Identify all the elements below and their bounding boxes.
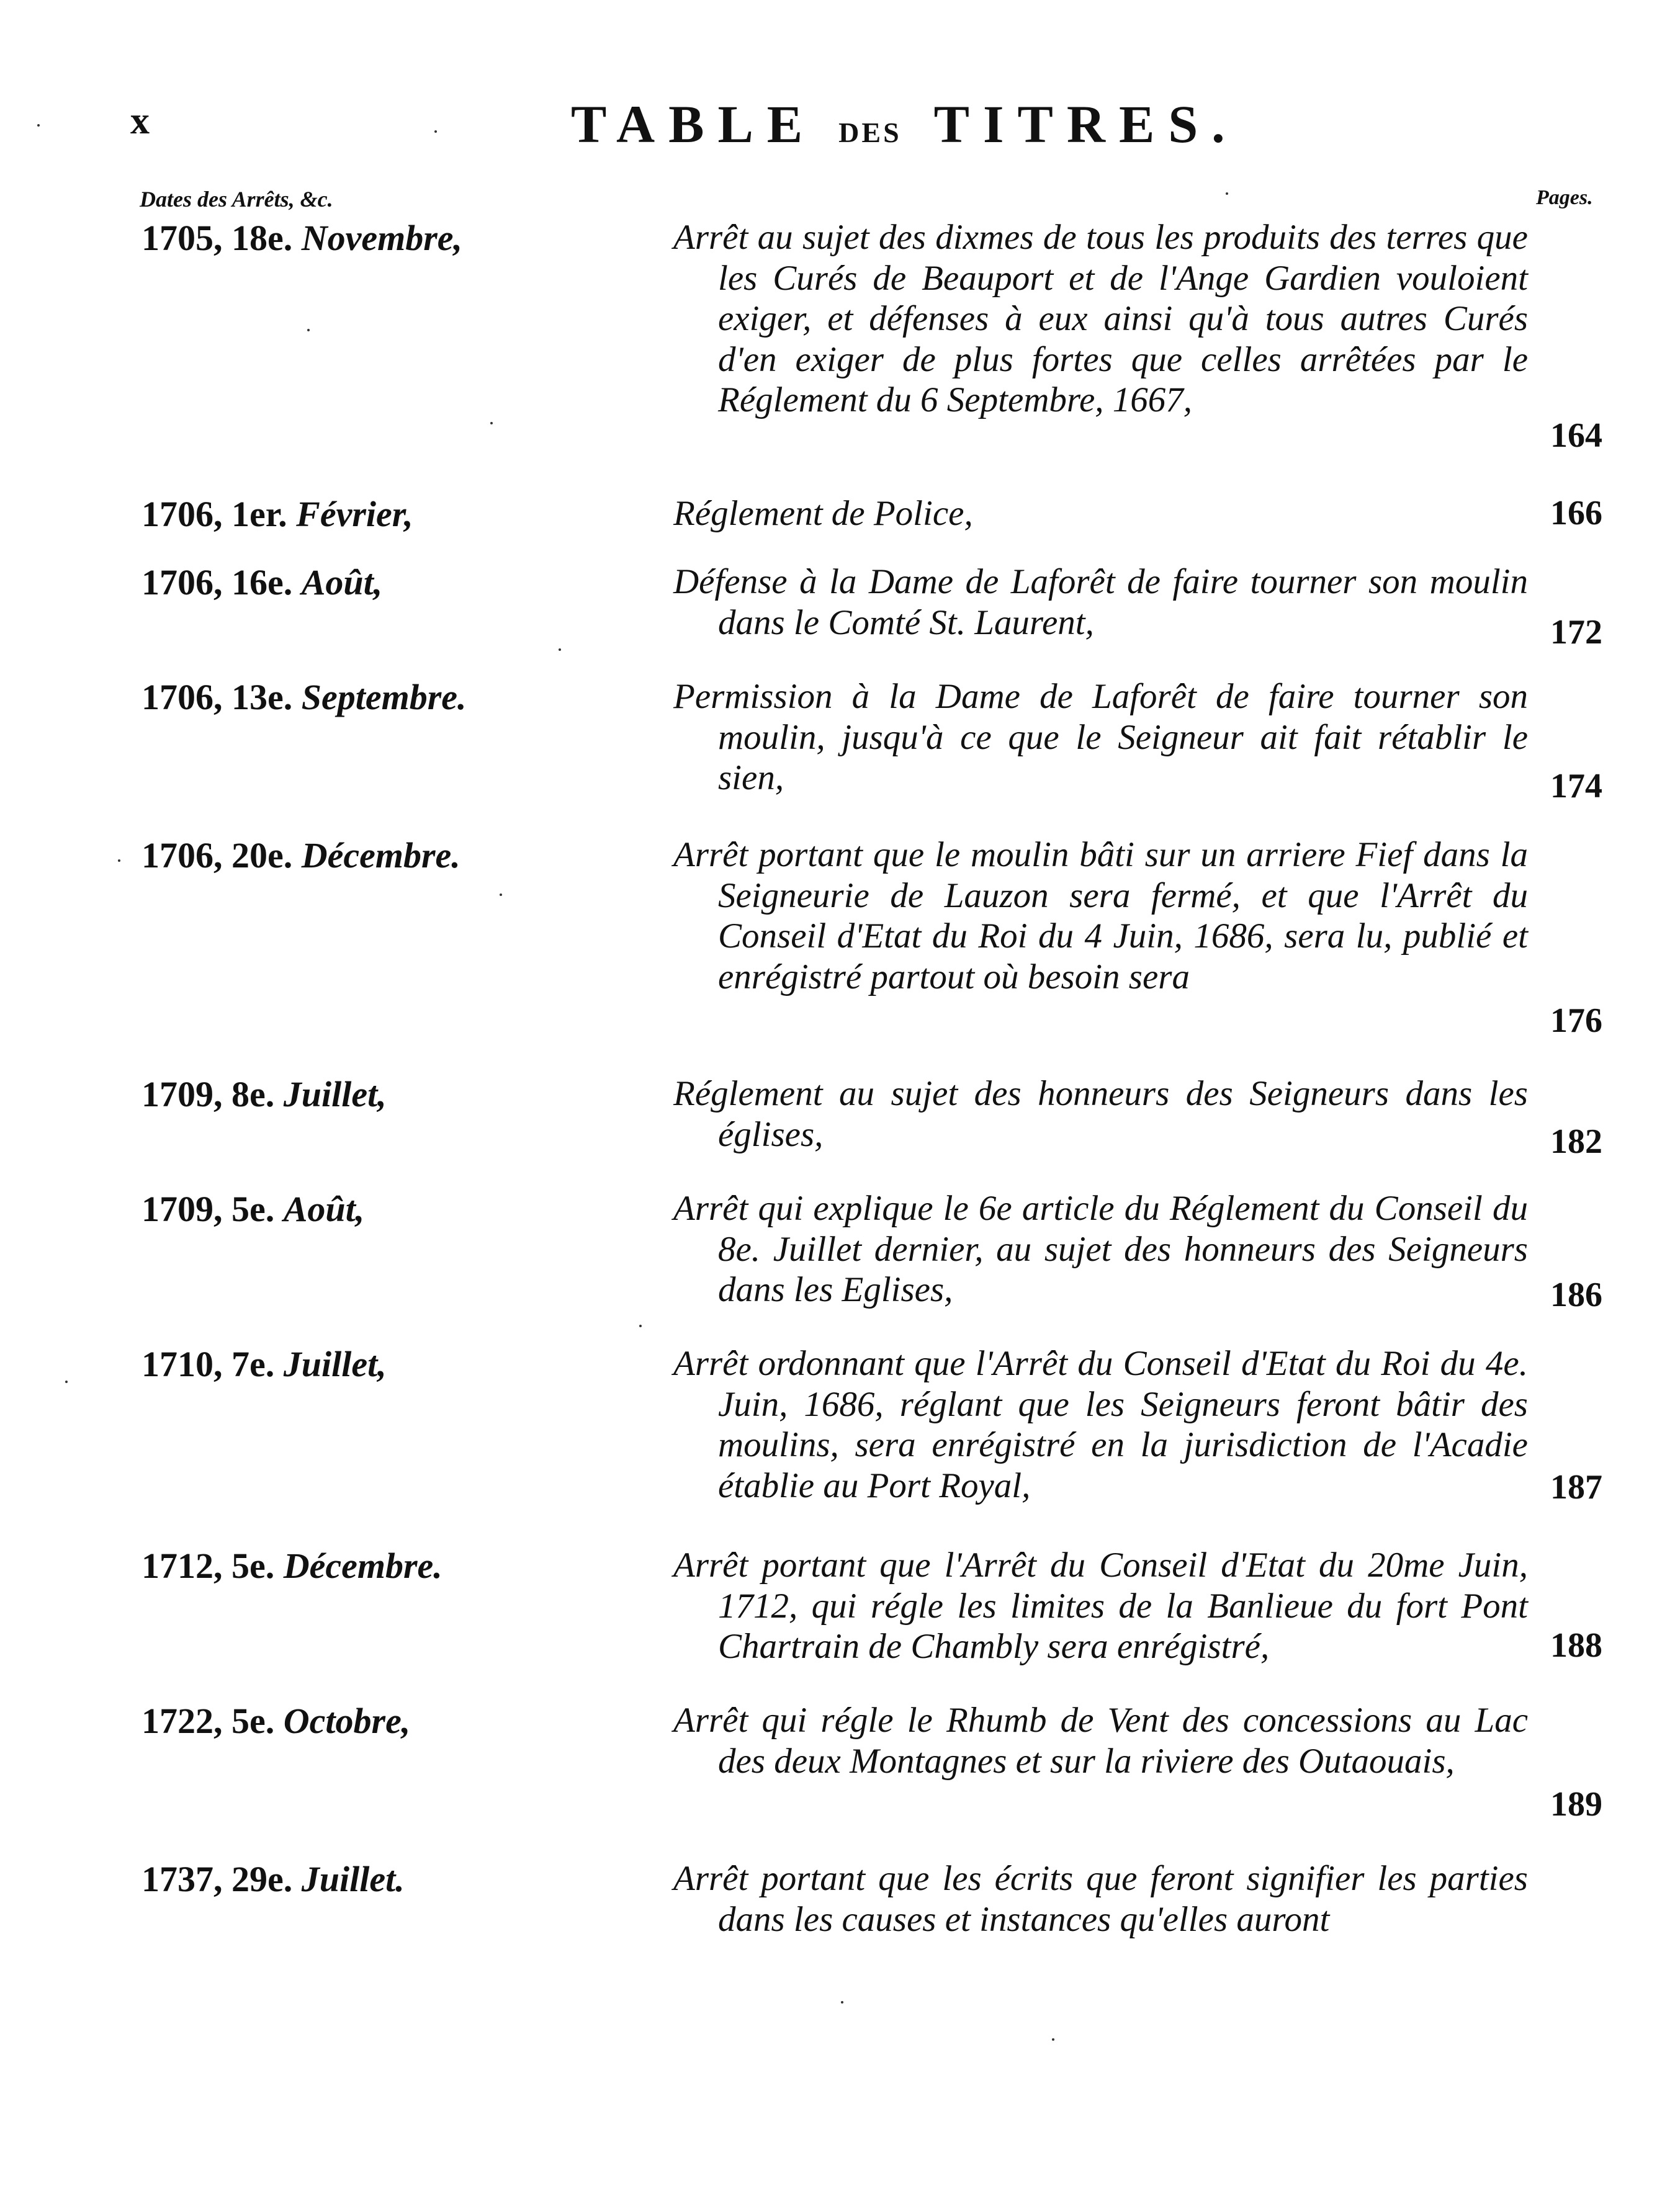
entry-date	[141, 1858, 405, 1900]
entry-day: 13e.	[231, 677, 293, 717]
entry-month: Août,	[301, 562, 383, 602]
running-head-table: TABLE	[571, 94, 817, 154]
entry-title: Arrêt qui explique le 6e article du Réglement du Conseil du 8e. Juillet dernier, au sujet des honneurs des Seigneurs dans les Eglises,	[673, 1189, 1528, 1309]
entry-year: 1706,	[141, 835, 223, 875]
entry-month: Juillet.	[301, 1859, 405, 1899]
entry-year: 1706,	[141, 677, 223, 717]
entry-date	[141, 1700, 410, 1742]
entry-page: 186	[1550, 1276, 1602, 1314]
entry-month: Novembre,	[301, 218, 463, 258]
entry-year: 1722,	[141, 1701, 223, 1741]
entry-page: 189	[1550, 1785, 1602, 1824]
scan-speck	[307, 329, 310, 331]
scan-speck	[500, 893, 502, 896]
entry-month: Septembre.	[301, 677, 467, 717]
entry-month: Juillet,	[283, 1074, 387, 1114]
entry-day: 5e.	[231, 1701, 275, 1741]
entry-title: Permission à la Dame de Laforêt de faire tourner son moulin, jusqu'à ce que le Seigneur ait fait rétablir le sien,	[673, 677, 1528, 797]
entry-date	[141, 562, 382, 603]
entry-month: Octobre,	[283, 1701, 411, 1741]
entry-day: 8e.	[231, 1074, 275, 1114]
entry-month: Février,	[296, 494, 413, 534]
running-head	[571, 93, 1239, 155]
entry-month: Décembre.	[283, 1546, 442, 1586]
entry-title: Arrêt au sujet des dixmes de tous les produits des terres que les Curés de Beauport et de l'Ange Gardien vouloient exiger, et défenses à eux ainsi qu'à tous autres Curés d'en exiger de plus fortes que celles arrêtées par le Réglement du 6 Septembre, 1667,	[673, 218, 1528, 419]
entry-title: Arrêt ordonnant que l'Arrêt du Conseil d'Etat du Roi du 4e. Juin, 1686, réglant que les Seigneurs feront bâtir des moulins, sera enrégistré en la jurisdiction de l'Acadie établie au Port Royal,	[673, 1344, 1528, 1505]
entry-year: 1712,	[141, 1546, 223, 1586]
entry-date	[141, 1188, 364, 1230]
running-head-des: DES	[838, 117, 902, 148]
entry-day: 5e.	[231, 1546, 275, 1586]
entry-day: 7e.	[231, 1344, 275, 1384]
entry-year: 1706,	[141, 562, 223, 602]
entry-page: 164	[1550, 416, 1602, 455]
scan-speck	[65, 1381, 68, 1383]
entry-title: Arrêt portant que l'Arrêt du Conseil d'Etat du 20me Juin, 1712, qui régle les limites de la Banlieue du fort Pont Chartrain de Chambly sera enrégistré,	[673, 1546, 1528, 1666]
entry-day: 29e.	[231, 1859, 293, 1899]
entry-title: Défense à la Dame de Laforêt de faire tourner son moulin dans le Comté St. Laurent,	[673, 562, 1528, 642]
entry-page: 174	[1550, 767, 1602, 805]
entry-title: Réglement au sujet des honneurs des Seigneurs dans les églises,	[673, 1074, 1528, 1154]
entry-date	[141, 676, 467, 718]
entry-date	[141, 835, 460, 876]
entry-year: 1705,	[141, 218, 223, 258]
entry-year: 1709,	[141, 1074, 223, 1114]
entry-year: 1737,	[141, 1859, 223, 1899]
scan-speck	[1052, 2038, 1054, 2041]
entry-month: Juillet,	[283, 1344, 387, 1384]
entry-month: Décembre.	[301, 835, 460, 875]
entry-month: Août,	[283, 1189, 365, 1229]
page-number: x	[130, 100, 150, 142]
scan-speck	[37, 124, 40, 127]
scan-speck	[639, 1325, 642, 1327]
scan-speck	[490, 422, 493, 424]
scan-speck	[1226, 192, 1228, 195]
scan-speck	[118, 859, 120, 862]
pages-column-heading: Pages.	[1536, 186, 1593, 209]
entry-date	[141, 1343, 387, 1385]
entry-day: 16e.	[231, 562, 293, 602]
entry-day: 5e.	[231, 1189, 275, 1229]
entry-date	[141, 217, 462, 259]
scan-speck	[559, 648, 561, 651]
entry-day: 18e.	[231, 218, 293, 258]
entry-date	[141, 493, 413, 535]
scan-speck	[841, 2001, 843, 2004]
entry-day: 1er.	[231, 494, 287, 534]
entry-page: 188	[1550, 1626, 1602, 1665]
entry-title: Réglement de Police,	[673, 494, 973, 533]
entry-title: Arrêt portant que le moulin bâti sur un arriere Fief dans la Seigneurie de Lauzon sera fermé, et que l'Arrêt du Conseil d'Etat du Roi du 4 Juin, 1686, sera lu, publié et enrégistré partout où besoin sera	[673, 835, 1528, 996]
entry-year: 1706,	[141, 494, 223, 534]
running-head-titres: TITRES.	[933, 94, 1239, 154]
entry-page: 187	[1550, 1468, 1602, 1507]
dates-column-heading: Dates des Arrêts, &c.	[140, 187, 333, 212]
entry-page: 166	[1550, 494, 1602, 532]
entry-page: 176	[1550, 1001, 1602, 1040]
entry-title: Arrêt portant que les écrits que feront signifier les parties dans les causes et instances qu'elles auront	[673, 1859, 1528, 1939]
entry-date	[141, 1545, 442, 1587]
entry-year: 1709,	[141, 1189, 223, 1229]
entry-year: 1710,	[141, 1344, 223, 1384]
scan-speck	[434, 130, 437, 133]
entry-day: 20e.	[231, 835, 293, 875]
entry-page: 182	[1550, 1122, 1602, 1161]
entry-page: 172	[1550, 613, 1602, 652]
entry-title: Arrêt qui régle le Rhumb de Vent des concessions au Lac des deux Montagnes et sur la riviere des Outaouais,	[673, 1701, 1528, 1781]
entry-date	[141, 1073, 387, 1115]
